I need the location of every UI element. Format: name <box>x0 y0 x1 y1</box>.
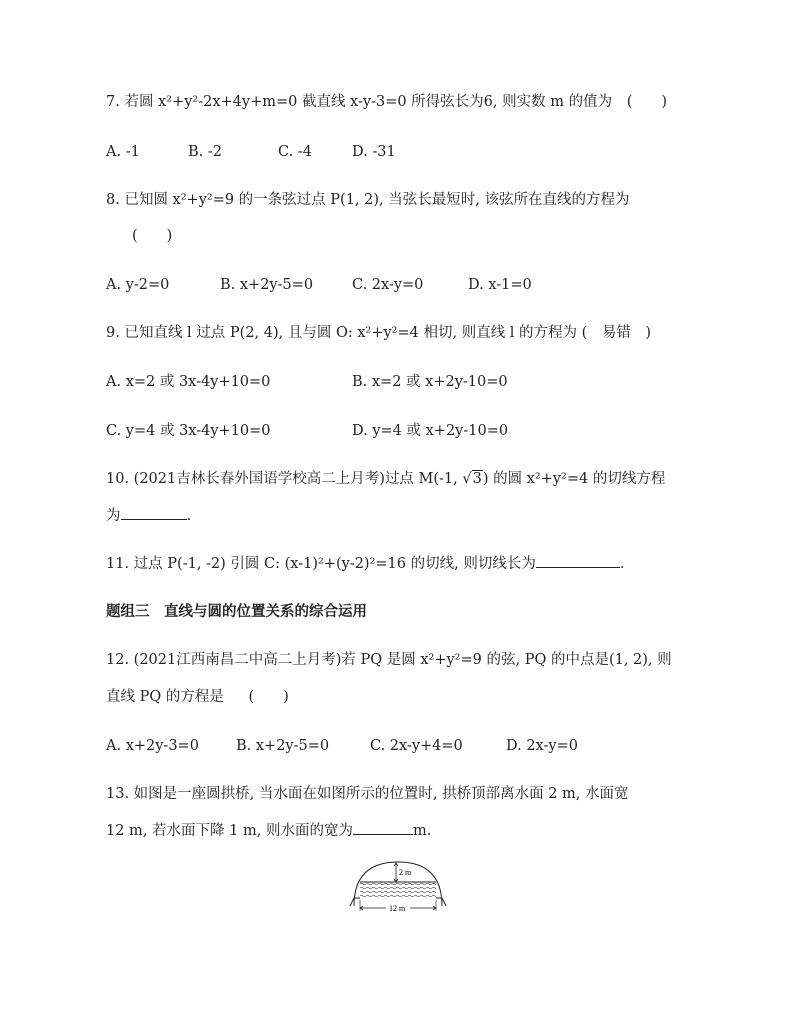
right-bank <box>436 898 446 906</box>
q9-stem-text: 9. 已知直线 l 过点 P(2, 4), 且与圆 O: x²+y²=4 相切, 则直线 l 的方程为 <box>106 325 578 341</box>
q7-stem-text: 7. 若圆 x²+y²-2x+4y+m=0 截直线 x-y-3=0 所得弦长为6, 则实数 m 的值为 <box>106 94 613 110</box>
q7-option-b: B. -2 <box>188 144 222 160</box>
arch-bridge-figure <box>348 858 448 914</box>
width-label: 12 m <box>389 904 406 913</box>
q13-stem-line2 <box>106 820 431 841</box>
q7-option-a: A. -1 <box>106 144 140 160</box>
q8-option-c: C. 2x-y=0 <box>352 277 424 293</box>
q10-stem-b: ) 的圆 x²+y²=4 的切线方程 <box>482 471 666 487</box>
q10-sqrt-value: 3 <box>472 471 482 487</box>
q9-stem <box>106 323 651 343</box>
group3-heading: 题组三 直线与圆的位置关系的综合运用 <box>106 603 367 620</box>
q11-answer-blank <box>536 553 620 568</box>
q9-option-b: B. x=2 或 x+2y-10=0 <box>352 374 508 390</box>
q12-stem-line2 <box>106 687 289 707</box>
q12-option-c: C. 2x-y+4=0 <box>370 738 463 754</box>
q8-option-b: B. x+2y-5=0 <box>220 277 314 293</box>
q7-stem <box>106 92 667 112</box>
q10-stem-line2 <box>106 505 191 526</box>
q12-option-b: B. x+2y-5=0 <box>236 738 330 754</box>
q10-answer-blank <box>121 505 187 520</box>
q10-stem-c: 为 <box>106 508 121 524</box>
height-label: 2 m <box>399 868 412 877</box>
q8-paren: ( ) <box>132 228 173 244</box>
q8-stem: 8. 已知圆 x²+y²=9 的一条弦过点 P(1, 2), 当弦长最短时, 该弦所在直线的方程为 <box>106 192 630 208</box>
q13-stem-line1: 13. 如图是一座圆拱桥, 当水面在如图所示的位置时, 拱桥顶部离水面 2 m, 水面宽 <box>106 786 629 802</box>
q13-answer-blank <box>353 820 413 835</box>
q12-stem-b: 直线 PQ 的方程是 <box>106 689 224 705</box>
left-bank <box>350 898 360 906</box>
q11-stem <box>106 553 624 574</box>
q7-paren: ( ) <box>626 94 668 110</box>
q9-option-d: D. y=4 或 x+2y-10=0 <box>352 423 509 439</box>
water-area <box>360 882 436 898</box>
q7-option-d: D. -31 <box>352 144 396 160</box>
q12-stem-line1: 12. (2021江西南昌二中高二上月考)若 PQ 是圆 x²+y²=9 的弦, PQ 的中点是(1, 2), 则 <box>106 652 672 668</box>
q12-option-d: D. 2x-y=0 <box>506 738 578 754</box>
q9-paren: ( 易错 ) <box>581 325 651 341</box>
q11-stem-text: 11. 过点 P(-1, -2) 引圆 C: (x-1)²+(y-2)²=16 的切线, 则切线长为 <box>106 556 536 572</box>
q8-option-d: D. x-1=0 <box>468 277 532 293</box>
q13-stem-b: 12 m, 若水面下降 1 m, 则水面的宽为 <box>106 823 353 839</box>
q9-option-c: C. y=4 或 3x-4y+10=0 <box>106 423 271 439</box>
q8-option-a: A. y-2=0 <box>106 277 170 293</box>
q12-option-a: A. x+2y-3=0 <box>106 738 199 754</box>
sqrt-symbol: √ <box>462 471 472 487</box>
q9-option-a: A. x=2 或 3x-4y+10=0 <box>106 374 271 390</box>
q10-stem <box>106 469 665 489</box>
q7-option-c: C. -4 <box>278 144 312 160</box>
q10-end: . <box>186 508 192 524</box>
q10-stem-a: 10. (2021吉林长春外国语学校高二上月考)过点 M(-1, <box>106 471 463 487</box>
q12-paren: ( ) <box>248 689 289 705</box>
q13-end: m. <box>412 823 432 839</box>
q11-end: . <box>619 556 625 572</box>
